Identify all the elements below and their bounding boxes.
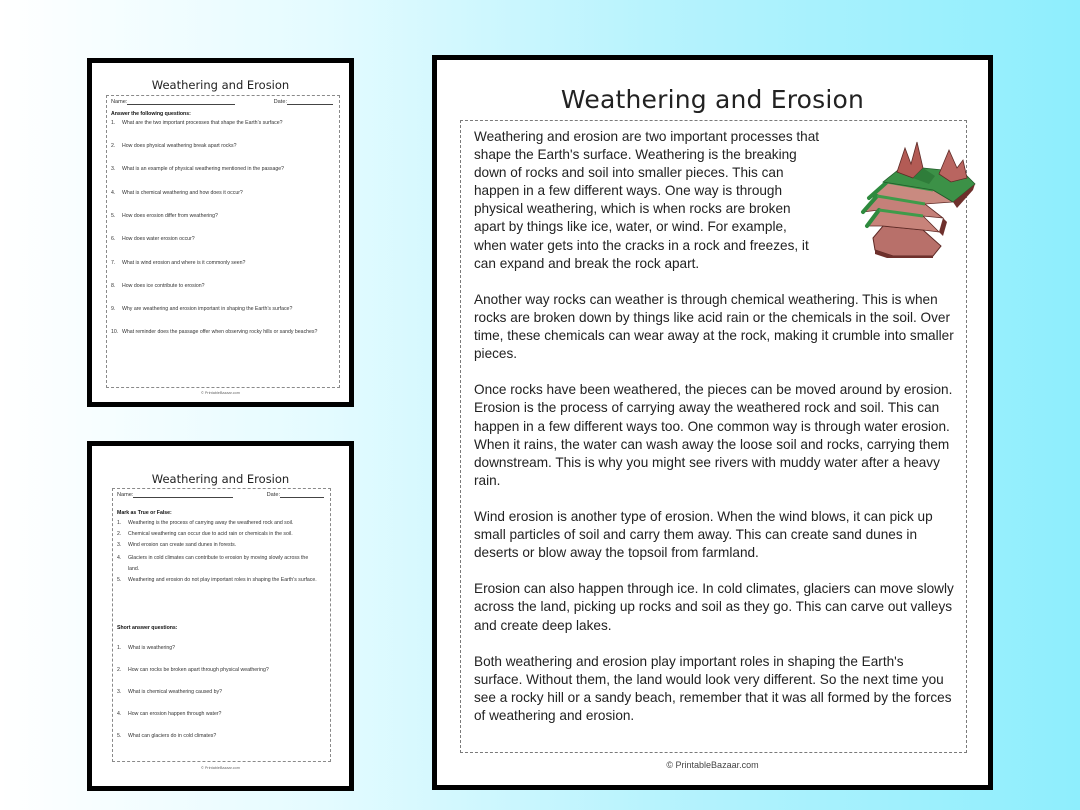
name-line (127, 99, 235, 105)
copyright-footer: © PrintableBazaar.com (666, 760, 759, 770)
short-answer-item: 1. What is weathering? (117, 645, 175, 651)
worksheet-dashed-box (112, 488, 331, 762)
name-label: Name: (117, 492, 134, 498)
truefalse-item: 2. Chemical weathering can occur due to acid rain or chemicals in the soil. (117, 531, 293, 537)
date-line (280, 492, 324, 498)
eroded-landscape-illustration-icon (853, 138, 981, 258)
question-item: 1. What are the two important processes that shape the Earth’s surface? (111, 120, 283, 126)
passage-dashed-box (460, 120, 967, 753)
short-answer-item: 3. What is chemical weathering caused by? (117, 689, 222, 695)
short-answer-item: 4. How can erosion happen through water? (117, 711, 222, 717)
name-label: Name: (111, 99, 128, 105)
question-item: 6. How does water erosion occur? (111, 236, 195, 242)
question-item: 5. How does erosion differ from weathering? (111, 213, 218, 219)
name-date-row (111, 99, 333, 105)
short-answer-item: 2. How can rocks be broken apart through physical weathering? (117, 667, 269, 673)
question-item: 2. How does physical weathering break apart rocks? (111, 143, 237, 149)
name-date-row (117, 492, 324, 498)
short-answer-item: 5. What can glaciers do in cold climates? (117, 733, 217, 739)
question-item: 7. What is wind erosion and where is it commonly seen? (111, 260, 246, 266)
passage-paragraph: Once rocks have been weathered, the pieces can be moved around by erosion. Erosion is the process of carrying away the weathered rock and soil. This can happen in a few different ways too. One common way is through water erosion. When it rains, the water can wash away the loose soil and rocks, carrying them downstream. This is why you might see rivers with muddy water after a heavy rain. (474, 382, 953, 488)
passage-paragraph: Another way rocks can weather is through chemical weathering. This is when rocks are broken down by things like acid rain or the chemicals in the soil. Over time, these chemicals can wear away at the rock, making it crumble into smaller pieces. (474, 291, 954, 362)
copyright-footer: © PrintableBazaar.com (201, 391, 240, 395)
worksheet-dashed-box (106, 95, 340, 388)
worksheet-title: Weathering and Erosion (151, 472, 290, 486)
truefalse-item: 3. Wind erosion can create sand dunes in forests. (117, 542, 237, 548)
questions-worksheet-thumbnail (87, 58, 354, 407)
reading-passage-page (432, 55, 993, 790)
question-item: 4. What is chemical weathering and how does it occur? (111, 190, 243, 196)
question-item: 3. What is an example of physical weathering mentioned in the passage? (111, 166, 285, 172)
truefalse-worksheet-thumbnail (87, 441, 354, 791)
question-item: 8. How does ice contribute to erosion? (111, 283, 205, 289)
truefalse-item: 4. Glaciers in cold climates can contribute to erosion by moving slowly across the land. (117, 555, 309, 572)
short-answer-heading: Short answer questions: (117, 625, 178, 631)
date-label: Date: (273, 99, 287, 105)
question-item: 10. What reminder does the passage offer when observing rocky hills or sandy beaches? (111, 329, 318, 335)
passage-paragraph: Both weathering and erosion play important roles in shaping the Earth's surface. Without them, the land would look very different. So the next time you see a rocky hill or a sandy beach, remember that it was all formed by the forces of weathering and erosion. (474, 653, 952, 723)
truefalse-item: 1. Weathering is the process of carrying away the weathered rock and soil. (117, 520, 294, 526)
passage-paragraph: Weathering and erosion are two important processes that shape the Earth's surface. Weathering is the breaking down of rocks and soil into smaller pieces. This can happen in a few different ways. One way is through physical weathering, which is when rocks are broken apart by things like ice, water, or wind. For example, when water gets into the cracks in a rock and freezes, it can expand and break the rock apart. (474, 129, 820, 271)
date-label: Date: (266, 492, 280, 498)
passage-paragraph: Erosion can also happen through ice. In cold climates, glaciers can move slowly across the land, picking up rocks and soil as they go. This can carve out valleys and create deep lakes. (474, 581, 954, 633)
truefalse-heading: Mark as True or False: (117, 510, 172, 516)
passage-paragraph: Wind erosion is another type of erosion. When the wind blows, it can pick up small particles of soil and carry them away. This can create sand dunes in deserts or blow away the topsoil from farmland. (474, 508, 933, 561)
question-item: 9. Why are weathering and erosion important in shaping the Earth’s surface? (111, 306, 293, 312)
name-line (133, 492, 233, 498)
worksheet-title: Weathering and Erosion (151, 78, 290, 92)
questions-heading: Answer the following questions: (111, 111, 191, 117)
date-line (287, 99, 333, 105)
passage-title: Weathering and Erosion (560, 85, 865, 114)
truefalse-item: 5. Weathering and erosion do not play important roles in shaping the Earth’s surface. (117, 577, 317, 583)
copyright-footer: © PrintableBazaar.com (201, 766, 240, 770)
